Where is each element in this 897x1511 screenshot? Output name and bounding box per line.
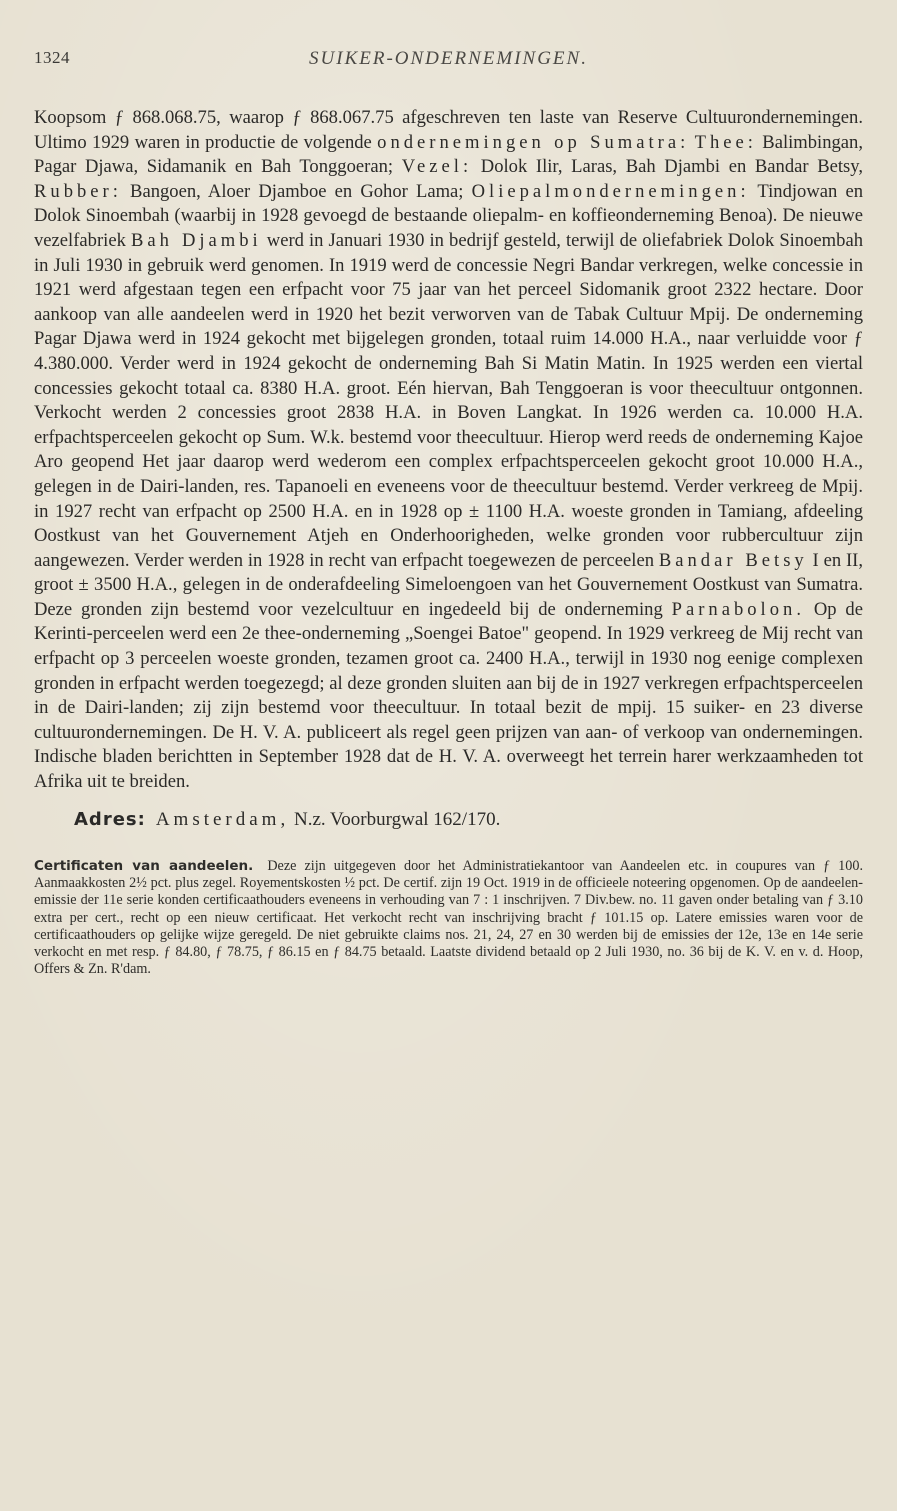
address-line xyxy=(34,807,863,832)
certificates-label: Certificaten van aandeelen. xyxy=(34,857,254,874)
spaced-term: Vezel: xyxy=(401,156,473,178)
running-title: SUIKER-ONDERNEMINGEN. xyxy=(309,48,588,69)
certificates-text: Deze zijn uitgegeven door het Administratiekantoor van Aandeelen etc. in coupures van ƒ 100. Aanmaakkosten 2½ pct. plus zegel. Royementskosten ½ pct. De certif. zijn 19 Oct. 1919 in de officieele noteering opgenomen. Op de aandeelen-emissie der 11e serie konden certificaathouders eveneens in verhouding van 7 : 1 inschrijven. 7 Div.bew. no. 11 gaven onder betaling van ƒ 3.10 extra per cert., recht op een nieuw certificaat. Het verkocht recht van inschrijving bracht ƒ 101.15 op. Latere emissies waren voor de certificaathouders op gelijke wijze geregeld. De niet gebruikte claims nos. 21, 24, 27 en 30 werden bij de emissies der 12e, 13e en 14e serie verkocht en met resp. ƒ 84.80, ƒ 78.75, ƒ 86.15 en ƒ 84.75 betaald. Laatste dividend betaald op 2 Juli 1930, no. 36 bij de K. V. en v. d. Hoop, Offers & Zn. R'dam. xyxy=(34,857,864,978)
text-run: I en II, groot ± 3500 H.A., gelegen in de onderafdeeling Simeloengoen van het Gouvernement Oostkust van Sumatra. Deze gronden zijn bestemd voor vezelcultuur en ingedeeld bij de onderneming xyxy=(34,549,863,620)
spaced-term: Oliepalmondernemingen: xyxy=(471,180,750,202)
page-number: 1324 xyxy=(34,48,70,67)
certificates-paragraph xyxy=(34,858,863,979)
text-run: Balimbingan, Pagar Djawa, Sidamanik en Bah Tonggoeran; xyxy=(34,131,863,178)
text-run: Dolok Ilir, Laras, Bah Djambi en Bandar Betsy, xyxy=(472,156,863,178)
spaced-term: ondernemingen op Sumatra: xyxy=(377,131,690,153)
address-street: N.z. Voorburgwal 162/170. xyxy=(289,808,501,830)
text-run: Op de Kerinti-perceelen werd een 2e thee-onderneming „Soengei Batoe" geopend. In 1929 verkreeg de Mij recht van erfpacht op 3 perceelen woeste gronden, tezamen groot ca. 2400 H.A., terwijl in 1930 nog eenige complexen gronden in erfpacht werden toegezegd; al deze gronden sluiten aan bij de in 1927 verkregen erfpachtsperceelen in de Dairi-landen; zij zijn bestemd voor theecultuur. In totaal bezit de mpij. 15 suiker- en 23 diverse cultuurondernemingen. De H. V. A. publiceert als regel geen prijzen van aan- of verkoop van ondernemingen. Indische bladen berichtten in September 1928 dat de H. V. A. overweegt het terrein harer werkzaamheden tot Afrika uit te breiden. xyxy=(34,598,863,793)
main-paragraph xyxy=(34,106,863,795)
address-label: Adres: xyxy=(74,808,146,830)
address-city: Amsterdam, xyxy=(155,808,290,830)
spaced-term: Rubber: xyxy=(34,180,122,202)
text-run: werd in Januari 1930 in bedrijf gesteld, terwijl de oliefabriek Dolok Sinoembah in Juli 1930 in gebruik werd genomen. In 1919 werd de concessie Negri Bandar verkregen, welke concessie in 1921 werd afgestaan tegen een erfpacht voor 75 jaar van het perceel Sidomanik groot 2322 hectare. Door aankoop van alle aandeelen werd in 1920 het bezit verworven van de Tabak Cultuur Mpij. De onderneming Pagar Djawa werd in 1924 gekocht met bijgelegen gronden, totaal ruim 14.000 H.A., naar verluidde voor ƒ 4.380.000. Verder werd in 1924 gekocht de onderneming Bah Si Matin Matin. In 1925 werden een viertal concessies gekocht totaal ca. 8380 H.A. groot. Eén hiervan, Bah Tenggoeran is voor theecultuur ontgonnen. Verkocht werden 2 concessies groot 2838 H.A. in Boven Langkat. In 1926 werden ca. 10.000 H.A. erfpachtsperceelen gekocht op Sum. W.k. bestemd voor theecultuur. Hierop werd reeds de onderneming Kajoe Aro geopend Het jaar daarop werd wederom een complex erfpachtsperceelen gekocht groot 10.000 H.A., gelegen in de Dairi-landen, res. Tapanoeli en eveneens voor de theecultuur bestemd. Verder verkreeg de Mpij. in 1927 recht van erfpacht op 2500 H.A. en in 1928 op ± 1100 H.A. woeste gronden in Tamiang, afdeeling Oostkust van het Gouvernement Atjeh en Onderhoorigheden, welke gronden voor rubbercultuur zijn aangewezen. Verder werden in 1928 in recht van erfpacht toegewezen de perceelen xyxy=(34,229,863,571)
spaced-term: Parnabolon. xyxy=(671,598,805,620)
spaced-term: Thee: xyxy=(694,131,757,153)
spaced-term: Bah Djambi xyxy=(130,229,262,251)
text-run: Koopsom ƒ 868.068.75, waarop ƒ 868.067.75 afgeschreven ten laste van Reserve Cultuurondernemingen. Ultimo 1929 waren in productie de volgende xyxy=(34,107,863,153)
text-run: Bangoen, Aloer Djamboe en Gohor Lama; xyxy=(121,180,472,202)
page-header xyxy=(34,48,863,76)
spaced-term: Bandar Betsy xyxy=(658,549,808,571)
text-run: Tindjowan en Dolok Sinoembah (waarbij in 1928 gevoegd de bestaande oliepalm- en koffieonderneming Benoa). De nieuwe vezelfabriek xyxy=(34,180,863,251)
